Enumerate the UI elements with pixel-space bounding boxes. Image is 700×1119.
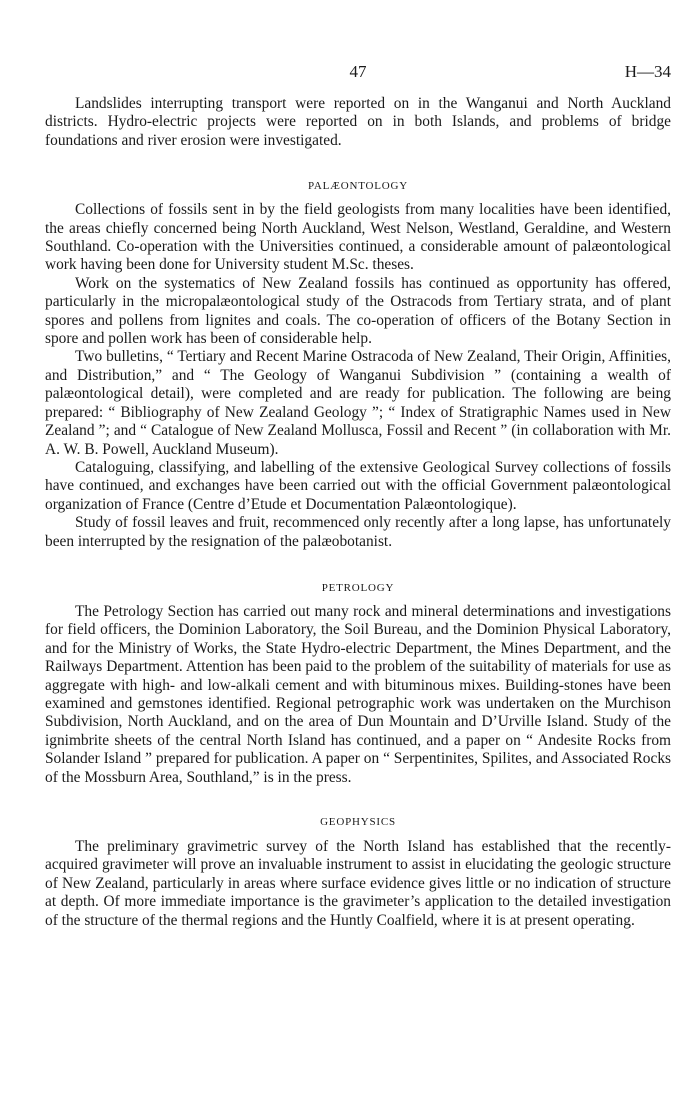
page-header	[45, 62, 671, 84]
geophysics-section	[45, 815, 671, 930]
paragraph: The Petrology Section has carried out many rock and mineral determinations and investigations for field officers, the Dominion Laboratory, the Soil Bureau, and the Dominion Physical Laboratory, and for the Ministry of Works, the State Hydro-electric Department, the Mines Department, and the Railways Department. Attention has been paid to the problem of the suitability of materials for use as aggregate with high- and low-alkali cement and with bituminous mixes. Building-stones have been examined and gemstones identified. Regional petrographic work was undertaken on the Murchison Subdivision, North Auckland, and on the area of Dun Mountain and D’Urville Island. Study of the ignimbrite sheets of the central North Island has continued, and a paper on “ Andesite Rocks from Solander Island ” prepared for publication. A paper on “ Serpentinites, Spilites, and Associated Rocks of the Mossburn Area, Southland,” is in the press.	[45, 602, 671, 786]
section-heading-palaeontology: PALÆONTOLOGY	[307, 180, 409, 193]
paragraph: Landslides interrupting transport were reported on in the Wanganui and North Auckland districts. Hydro-electric projects were reported on in both Islands, and problems of bridge foundations and river erosion were investigated.	[45, 95, 671, 149]
paragraph: Collections of fossils sent in by the field geologists from many localities have been identified, the areas chiefly concerned being North Auckland, West Nelson, Westland, Geraldine, and Western Southland. Co-operation with the Universities continued, a considerable amount of palæontological work having been done for University student M.Sc. theses.	[45, 201, 671, 274]
intro-section	[45, 95, 671, 150]
paragraph: Two bulletins, “ Tertiary and Recent Marine Ostracoda of New Zealand, Their Origin, Affinities, and Distribution,” and “ The Geology of Wanganui Subdivision ” (containing a wealth of palæontological detail), were completed and are ready for publication. The following are being prepared: “ Bibliography of New Zealand Geology ”; “ Index of Stratigraphic Names used in New Zealand ”; and “ Catalogue of New Zealand Mollusca, Fossil and Recent ” (in collaboration with Mr. A. W. B. Powell, Auckland Museum).	[45, 348, 671, 458]
petrology-section	[45, 581, 671, 787]
section-heading-petrology: PETROLOGY	[321, 581, 395, 594]
paragraph: The preliminary gravimetric survey of the North Island has established that the recently-acquired gravimeter will prove an invaluable instrument to assist in elucidating the geologic structure of New Zealand, particularly in areas where surface evidence gives little or no indication of structure at depth. Of more immediate importance is the gravimeter’s application to the detailed investigation of the structure of the thermal regions and the Huntly Coalfield, where it is at present operating.	[45, 838, 671, 929]
document-reference: H—34	[624, 62, 671, 81]
paragraph: Study of fossil leaves and fruit, recommenced only recently after a long lapse, has unfortunately been interrupted by the resignation of the palæobotanist.	[45, 514, 671, 550]
document-body	[45, 95, 671, 930]
palaeontology-section	[45, 179, 671, 551]
document-page	[45, 0, 671, 1119]
page-number: 47	[349, 62, 367, 81]
paragraph: Work on the systematics of New Zealand fossils has continued as opportunity has offered, particularly in the micropalæontological study of the Ostracods from Tertiary strata, and of plant spores and pollens from lignites and coals. The co-operation of officers of the Botany Section in spore and pollen work has been of considerable help.	[45, 274, 671, 348]
paragraph: Cataloguing, classifying, and labelling of the extensive Geological Survey collections of fossils have continued, and exchanges have been carried out with the official Government palæontological organization of France (Centre d’Etude et Documentation Palæontologique).	[45, 458, 671, 513]
section-heading-geophysics: GEOPHYSICS	[320, 816, 396, 828]
